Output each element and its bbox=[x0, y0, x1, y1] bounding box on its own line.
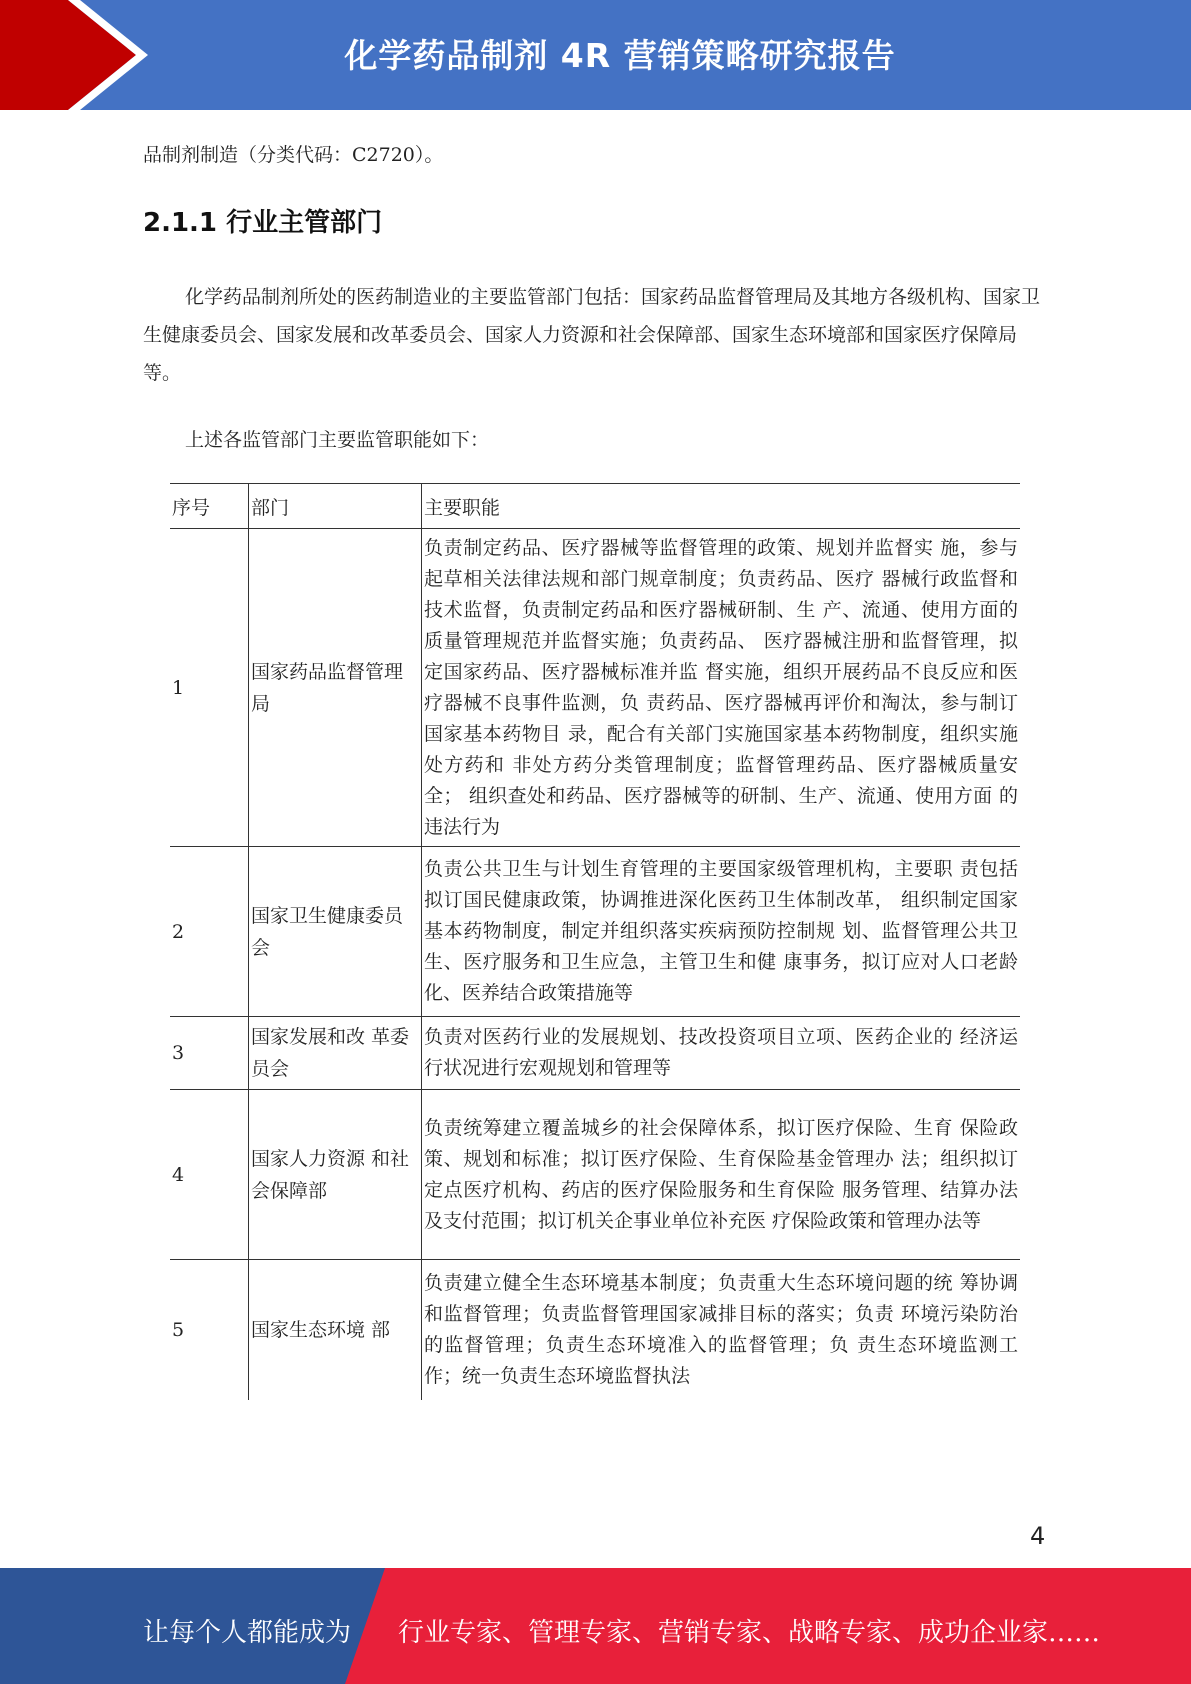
row-department: 国家药品监督管理局 bbox=[249, 529, 422, 847]
row-index: 1 bbox=[172, 676, 185, 699]
header-index: 序号 bbox=[172, 496, 211, 519]
header-duties: 主要职能 bbox=[422, 484, 1021, 529]
footer-slogan-left: 让每个人都能成为 bbox=[143, 1618, 352, 1648]
page-number: 4 bbox=[1030, 1522, 1046, 1550]
row-index: 3 bbox=[172, 1042, 185, 1064]
header-department: 部门 bbox=[249, 484, 422, 529]
row-index: 4 bbox=[172, 1163, 185, 1186]
table-header-row bbox=[170, 484, 1020, 529]
header-chevron-decoration bbox=[0, 0, 150, 110]
row-duty: 负责制定药品、医疗器械等监督管理的政策、规划并监督实 施，参与起草相关法律法规和部门规章制度；负责药品、医疗 器械行政监督和技术监督，负责制定药品和医疗器械研制、生 产、流通、使用方面的质量管理规范并监督实施；负责药品、 医疗器械注册和监督管理，拟定国家药品、医疗器械标准并监 督实施，组织开展药品不良反应和医疗器械不良事件监测，负 责药品、医疗器械再评价和淘汰，参与制订国家基本药物目 录，配合有关部门实施国家基本药物制度，组织实施处方药和 非处方药分类管理制度；监督管理药品、医疗器械质量安全； 组织查处和药品、医疗器械等的研制、生产、流通、使用方面 的违法行为 bbox=[422, 529, 1021, 847]
row-department: 国家卫生健康委员会 bbox=[249, 847, 422, 1017]
footer-slogan-right: 行业专家、管理专家、营销专家、战略专家、成功企业家…… bbox=[398, 1618, 1101, 1648]
row-duty: 负责建立健全生态环境基本制度；负责重大生态环境问题的统 筹协调和监督管理；负责监督管理国家减排目标的落实；负责 环境污染防治的监督管理；负责生态环境准入的监督管理；负 责生态环境监测工作；统一负责生态环境监督执法 bbox=[422, 1260, 1021, 1400]
table-row bbox=[170, 1090, 1020, 1260]
row-duty: 负责对医药行业的发展规划、技改投资项目立项、医药企业的 经济运行状况进行宏观规划和管理等 bbox=[422, 1017, 1021, 1090]
row-index: 2 bbox=[172, 920, 185, 943]
row-department: 国家人力资源 和社会保障部 bbox=[249, 1090, 422, 1260]
row-department: 国家生态环境 部 bbox=[249, 1260, 422, 1400]
row-duty: 负责公共卫生与计划生育管理的主要国家级管理机构，主要职 责包括拟订国民健康政策，协调推进深化医药卫生体制改革， 组织制定国家基本药物制度，制定并组织落实疾病预防控制规 划、监督管理公共卫生、医疗服务和卫生应急，主管卫生和健 康事务，拟订应对人口老龄化、医养结合政策措施等 bbox=[422, 847, 1021, 1017]
section-heading: 2.1.1 行业主管部门 bbox=[143, 208, 383, 238]
body-paragraph: 化学药品制剂所处的医药制造业的主要监管部门包括：国家药品监督管理局及其地方各级机构、国家卫生健康委员会、国家发展和改革委员会、国家人力资源和社会保障部、国家生态环境部和国家医疗保障局等。 bbox=[143, 286, 1041, 384]
table-row bbox=[170, 847, 1020, 1017]
table-row bbox=[170, 1260, 1020, 1400]
page-header-band bbox=[0, 0, 1191, 110]
row-duty: 负责统筹建立覆盖城乡的社会保障体系，拟订医疗保险、生育 保险政策、规划和标准；拟订医疗保险、生育保险基金管理办 法；组织拟订定点医疗机构、药店的医疗保险服务和生育保险 服务管理、结算办法及支付范围；拟订机关企事业单位补充医 疗保险政策和管理办法等 bbox=[422, 1090, 1021, 1260]
report-title: 化学药品制剂 4R 营销策略研究报告 bbox=[344, 36, 896, 75]
table-row bbox=[170, 1017, 1020, 1090]
row-department: 国家发展和改 革委员会 bbox=[249, 1017, 422, 1090]
table-row bbox=[170, 529, 1020, 847]
regulatory-departments-table bbox=[170, 483, 1020, 1400]
row-index: 5 bbox=[172, 1318, 185, 1341]
table-intro-text: 上述各监管部门主要监管职能如下： bbox=[185, 429, 490, 451]
continuation-text: 品制剂制造（分类代码：C2720）。 bbox=[143, 144, 444, 166]
